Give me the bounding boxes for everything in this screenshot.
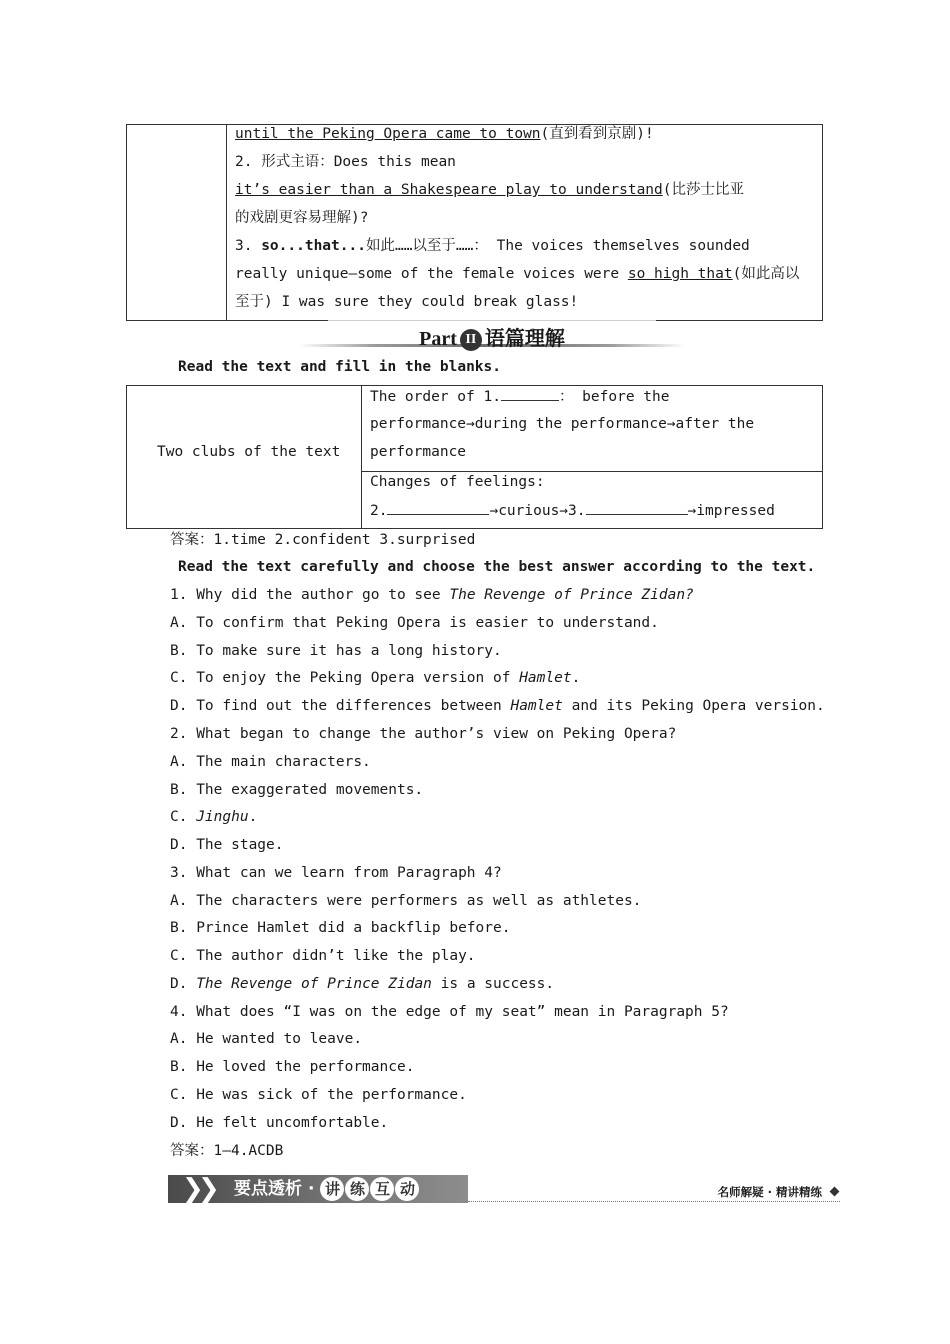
section-banner xyxy=(168,1172,840,1206)
table-divider xyxy=(226,125,227,320)
question-1-option-a: A. To confirm that Peking Opera is easier to understand. xyxy=(170,615,659,631)
banner-circle-char: 练 xyxy=(345,1177,369,1201)
blank-2 xyxy=(387,500,489,515)
banner-circle-char: 互 xyxy=(370,1177,394,1201)
order-prefix: The order of 1. xyxy=(370,389,501,405)
item-number: 3. xyxy=(235,238,262,254)
stem-text: 1. Why did the author go to see xyxy=(170,587,450,603)
option-end: and its Peking Opera version. xyxy=(562,698,825,714)
chevron-right-icon: ❯ xyxy=(198,1174,220,1204)
option-end: . xyxy=(571,670,581,686)
table-line-4: 的戏剧更容易理解)? xyxy=(235,210,369,226)
option-text: C. xyxy=(170,809,197,825)
diamond-icon xyxy=(830,1187,840,1197)
order-suffix: ： before the xyxy=(558,389,670,405)
part-word: Part xyxy=(419,328,457,350)
feelings-suffix: →impressed xyxy=(687,503,775,519)
question-3-option-a: A. The characters were performers as well as athletes. xyxy=(170,893,642,909)
table-line-3 xyxy=(235,180,744,200)
translation: (直到看到京剧)! xyxy=(540,126,654,142)
question-2-option-b: B. The exaggerated movements. xyxy=(170,782,424,798)
question-4-option-d: D. He felt uncomfortable. xyxy=(170,1115,389,1131)
table-line-2: 2. 形式主语：Does this mean xyxy=(235,154,456,170)
blank-1 xyxy=(501,386,559,401)
question-2-stem: 2. What began to change the author’s view on Peking Opera? xyxy=(170,726,677,742)
part-heading: 语篇理解 xyxy=(484,328,565,350)
italic-title: Hamlet xyxy=(519,670,572,686)
instruction-fill-blanks: Read the text and fill in the blanks. xyxy=(178,359,502,375)
part-title xyxy=(298,322,686,351)
underlined-phrase: it’s easier than a Shakespeare play to understand xyxy=(235,182,663,198)
italic-title: The Revenge of Prince Zidan xyxy=(196,976,432,992)
italic-term: Jinghu xyxy=(196,809,249,825)
underlined-phrase: until the Peking Opera came to town xyxy=(235,126,541,142)
question-3-stem: 3. What can we learn from Paragraph 4? xyxy=(170,865,502,881)
chevron-right-icon: ❯ xyxy=(182,1174,204,1204)
question-4-option-a: A. He wanted to leave. xyxy=(170,1031,363,1047)
banner-dotted-rule xyxy=(468,1201,840,1202)
example-text: really unique—some of the female voices were xyxy=(235,266,628,282)
question-1-option-c xyxy=(170,668,580,688)
underlined-phrase: so high that xyxy=(627,266,733,282)
question-3-option-b: B. Prince Hamlet did a backflip before. xyxy=(170,920,511,936)
question-3-option-d xyxy=(170,974,554,994)
banner-circle-char: 讲 xyxy=(320,1177,344,1201)
option-end: is a success. xyxy=(431,976,555,992)
option-end: . xyxy=(248,809,258,825)
question-4-option-b: B. He loved the performance. xyxy=(170,1059,415,1075)
banner-circle-char: 动 xyxy=(395,1177,419,1201)
question-2-option-c xyxy=(170,807,257,827)
option-text: D. To find out the differences between xyxy=(170,698,511,714)
banner-separator: · xyxy=(308,1179,315,1199)
banner-title-text: 要点透析 xyxy=(234,1179,302,1199)
question-1-option-d xyxy=(170,696,825,716)
question-3-option-c: C. The author didn’t like the play. xyxy=(170,948,476,964)
table-line-6 xyxy=(235,264,799,284)
answer-multiple-choice: 答案：1—4.ACDB xyxy=(170,1143,284,1159)
roman-numeral-badge: II xyxy=(460,329,482,351)
feelings-line-1: Changes of feelings: xyxy=(370,474,545,490)
answer-fill-blanks: 答案：1.time 2.confident 3.surprised xyxy=(170,532,476,548)
order-line-1 xyxy=(370,386,669,407)
question-2-option-d: D. The stage. xyxy=(170,837,284,853)
banner-subtitle: 名师解疑 · 精讲精练 xyxy=(717,1185,822,1199)
feelings-middle: →curious→3. xyxy=(489,503,586,519)
part-ii-banner xyxy=(298,320,686,350)
order-line-3: performance xyxy=(370,444,467,460)
question-4-option-c: C. He was sick of the performance. xyxy=(170,1087,467,1103)
banner-top-rule xyxy=(328,320,656,321)
blank-3 xyxy=(586,500,688,515)
table-vertical-divider xyxy=(361,386,362,528)
order-line-2: performance→during the performance→after the xyxy=(370,416,755,432)
question-2-option-a: A. The main characters. xyxy=(170,754,371,770)
banner-title xyxy=(234,1175,420,1203)
option-text: C. To enjoy the Peking Opera version of xyxy=(170,670,520,686)
instruction-choose: Read the text carefully and choose the best answer according to the text. xyxy=(178,559,816,575)
italic-title: The Revenge of Prince Zidan? xyxy=(449,587,694,603)
explanation: 如此……以至于……： The voices themselves sounded xyxy=(365,238,750,254)
feelings-line-2 xyxy=(370,500,775,521)
translation: (如此高以 xyxy=(732,266,800,282)
clubs-label: Two clubs of the text xyxy=(157,444,341,460)
feelings-prefix: 2. xyxy=(370,503,388,519)
table-line-5 xyxy=(235,236,750,256)
table-line-1 xyxy=(235,124,654,144)
option-text: D. xyxy=(170,976,197,992)
question-4-stem: 4. What does “I was on the edge of my seat” mean in Paragraph 5? xyxy=(170,1004,729,1020)
table-line-7: 至于) I was sure they could break glass! xyxy=(235,294,579,310)
translation: (比莎士比亚 xyxy=(662,182,744,198)
bold-phrase: so...that... xyxy=(261,238,366,254)
question-1-stem xyxy=(170,585,694,605)
italic-title: Hamlet xyxy=(510,698,563,714)
question-1-option-b: B. To make sure it has a long history. xyxy=(170,643,502,659)
